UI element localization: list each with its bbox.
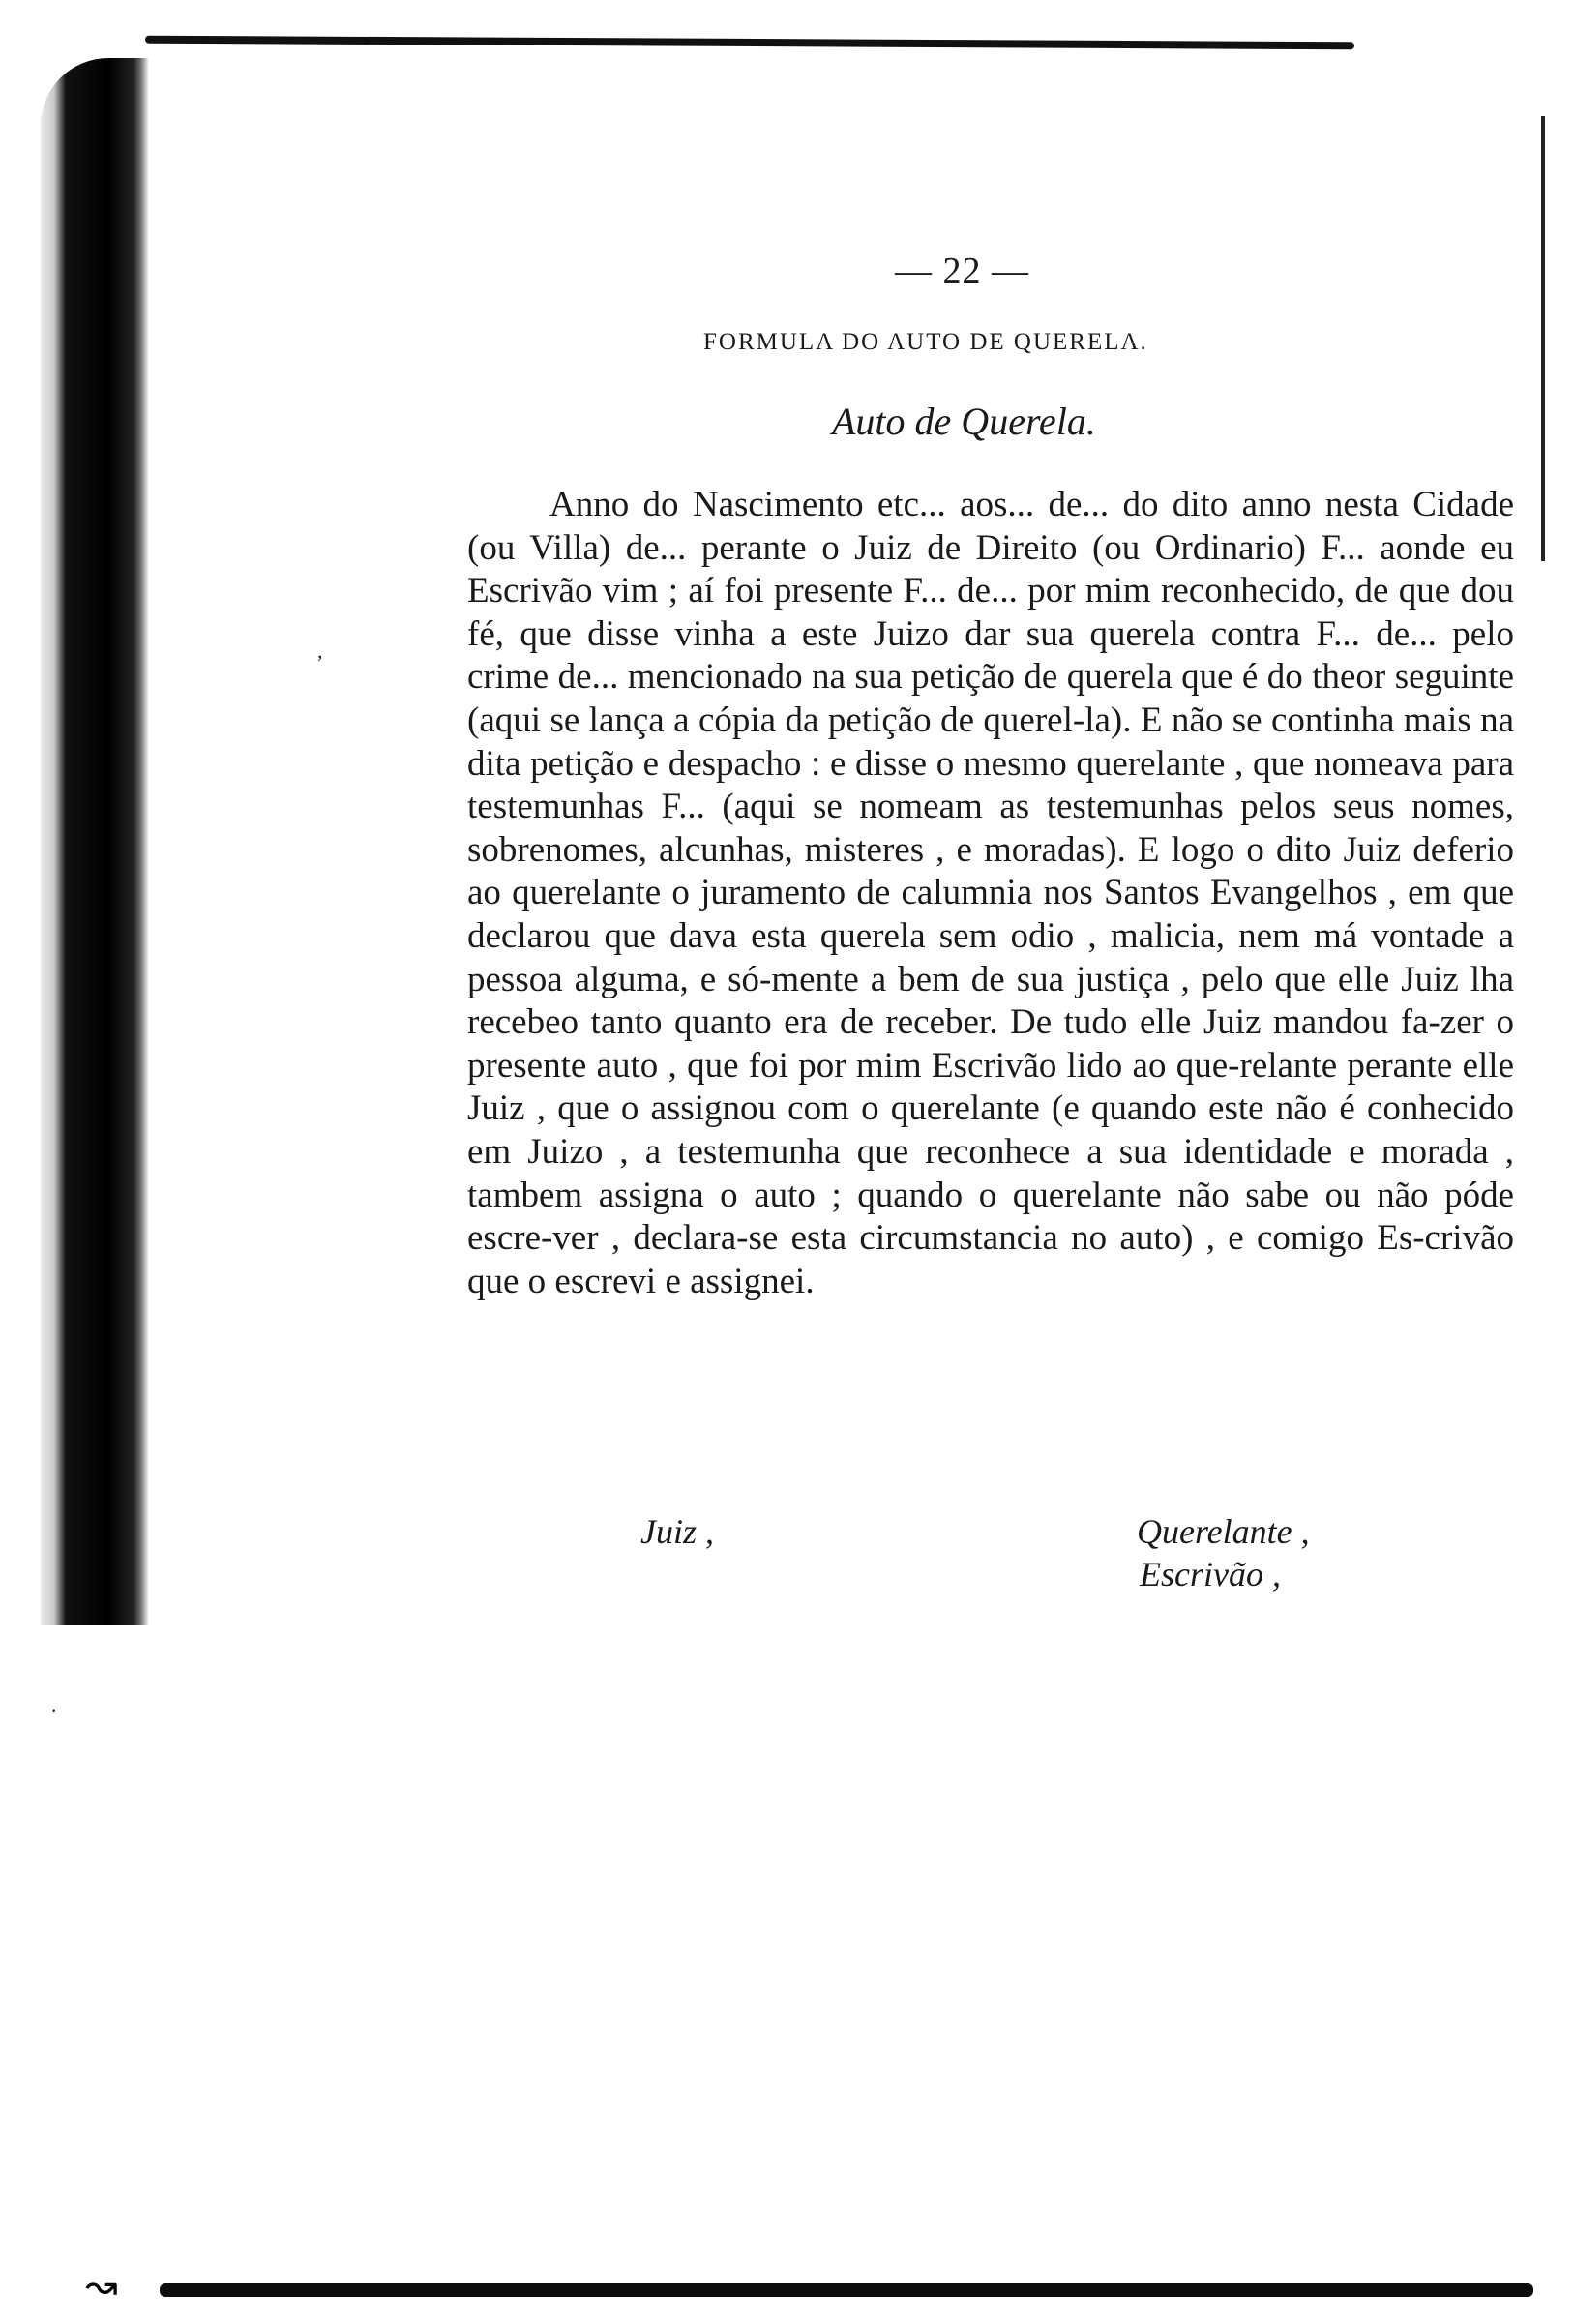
signature-clerk: Escrivão , <box>1140 1555 1281 1594</box>
signature-judge: Juiz , <box>640 1512 714 1551</box>
stray-ink-mark: , <box>317 639 323 663</box>
scan-top-border <box>145 36 1354 50</box>
signature-complainant: Querelante , <box>1137 1512 1310 1551</box>
corner-arrow-icon: ↝ <box>85 2264 118 2309</box>
stray-ink-mark: · <box>50 1698 58 1722</box>
section-heading: FORMULA DO AUTO DE QUERELA. <box>703 329 1148 355</box>
scan-binding-shadow <box>41 58 149 1625</box>
body-paragraph: Anno do Nascimento etc... aos... de... do dito anno nesta Cidade (ou Villa) de... perante o Juiz de Direito (ou Ordinario) F... aonde eu Escrivão vim ; aí foi presente F... de... por mim reconhecido, de que dou fé, que disse vinha a este Juizo dar sua querela contra F... de... pelo crime de... mencionado na sua petição de querela que é do theor seguinte (aqui se lança a cópia da petição de querel-la). E não se continha mais na dita petição e despacho : e disse o mesmo querelante , que nomeava para testemunhas F... (aqui se nomeam as testemunhas pelos seus nomes, sobrenomes, alcunhas, misteres , e moradas). E logo o dito Juiz deferio ao querelante o juramento de calumnia nos Santos Evangelhos , em que declarou que dava esta querela sem odio , malicia, nem má vontade a pessoa alguma, e só-mente a bem de sua justiça , pelo que elle Juiz lha recebeo tanto quanto era de receber. De tudo elle Juiz mandou fa-zer o presente auto , que foi por mim Escrivão lido ao que-relante perante elle Juiz , que o assignou com o querelante (e quando este não é conhecido em Juizo , a testemunha que reconhece a sua identidade e morada , tambem assigna o auto ; quando o querelante não sabe ou não póde escre-ver , declara-se esta circumstancia no auto) , e comigo Es-crivão que o escrevi e assignei. <box>467 485 1514 1301</box>
scan-right-border <box>1541 116 1545 561</box>
scan-bottom-border <box>160 2283 1533 2297</box>
document-title: Auto de Querela. <box>832 400 1096 443</box>
page-number: — 22 — <box>895 251 1029 291</box>
